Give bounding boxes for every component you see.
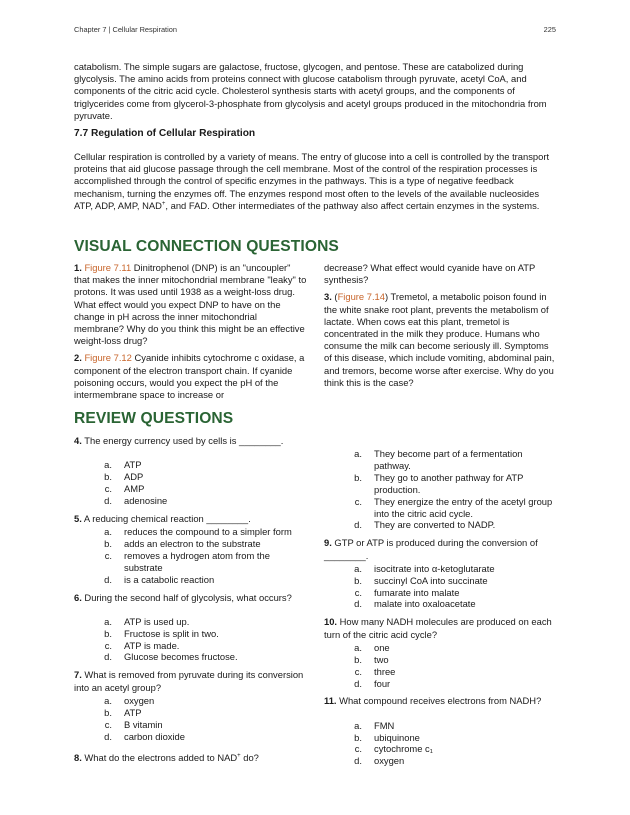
options-q6: [74, 616, 308, 664]
option: b. two: [354, 653, 389, 665]
option: c. three: [354, 665, 396, 677]
regulation-paragraph: Cellular respiration is controlled by a variety of means. The entry of glucose into a cell is controlled by the transport proteins that aid glucose passage through the cell membrane. Most of the control of the respiration processes is accomplished through the control of specific enzymes in the pathways. This is a type of negative feedback mechanism, turning the enzymes off. The enzymes respond most often to the levels of the available nucleosides ATP, ADP, AMP, NAD+, and FAD. Other intermediates of the pathway also affect certain enzymes in the systems.: [74, 151, 550, 211]
option: d. oxygen: [354, 755, 405, 767]
review-heading: REVIEW QUESTIONS: [74, 410, 234, 427]
option: b. Fructose is split in two.: [104, 627, 219, 639]
option: b. ATP: [104, 706, 142, 718]
option: c. cytochrome c₁: [354, 743, 433, 755]
option: d. Glucose becomes fructose.: [104, 651, 238, 663]
option: a. ATP: [104, 459, 142, 471]
option: b. They go to another pathway for ATP production.: [354, 471, 524, 495]
option: a. ATP is used up.: [104, 615, 190, 627]
option: c. B vitamin: [104, 718, 163, 730]
question-10: 10. How many NADH molecules are produced on each turn of the citric acid cycle?: [324, 616, 552, 640]
visual-col-right: [324, 262, 556, 394]
question-2-continued: decrease? What effect would cyanide have on ATP synthesis?: [324, 262, 536, 286]
question-2: 2. Figure 7.12 Cyanide inhibits cytochrome c oxidase, a component of the electron transport chain. If cyanide poisoning occurs, would you expect the pH of the intermembrane space to increase or: [74, 352, 305, 401]
option: d. four: [354, 677, 391, 689]
option: c. removes a hydrogen atom from the substrate: [104, 549, 270, 573]
option: a. reduces the compound to a simpler form: [104, 526, 292, 538]
options-q5: [74, 526, 308, 586]
question-6: 6. During the second half of glycolysis, what occurs?: [74, 591, 292, 603]
review-col-right: [324, 447, 556, 773]
question-4: 4. The energy currency used by cells is ________.: [74, 435, 284, 446]
question-3: 3. (Figure 7.14) Tremetol, a metabolic poison found in the white snake root plant, prevents the metabolism of lactate. When cows eat this plant, tremetol is concentrated in the milk they produce. Humans who consume the milk can become seriously ill. Symptoms of this disease, which include vomiting, abdominal pain, and tremors, become worse after exercise. Why do you think this is the case?: [324, 291, 555, 388]
visual-col-left: [74, 262, 308, 406]
options-q4: [74, 459, 308, 507]
option: d. is a catabolic reaction: [104, 573, 215, 585]
option: c. ATP is made.: [104, 639, 180, 651]
options-q10: [324, 642, 556, 690]
option: c. They energize the entry of the acetyl group into the citric acid cycle.: [354, 495, 553, 519]
figure-link[interactable]: Figure 7.14: [337, 291, 385, 303]
option: d. They are converted to NADP.: [354, 519, 496, 531]
options-q7: [74, 695, 308, 743]
option: c. AMP: [104, 483, 145, 495]
option: d. malate into oxaloacetate: [354, 598, 476, 610]
intro-paragraph: catabolism. The simple sugars are galactose, fructose, glycogen, and pentose. These are catabolized during glycolysis. The amino acids from proteins connect with glucose catabolism through pyruvate, acetyl CoA, and components of the citric acid cycle. Cholesterol synthesis starts with acetyl groups, and the components of triglycerides come from glycerol-3-phosphate from glycolysis and acetyl groups produced in the mitochondria from pyruvate.: [74, 61, 547, 121]
figure-link[interactable]: Figure 7.11: [84, 262, 132, 273]
option: a. They become part of a fermentation pathway.: [354, 448, 523, 471]
question-1: 1. Figure 7.11 Dinitrophenol (DNP) is an "uncoupler" that makes the inner mitochondrial membrane "leaky" to protons. It was used until 1938 as a weight-loss drug. What effect would you expect DNP to have on the change in pH across the inner mitochondrial membrane? Why do you think this might be an effective weight-loss drug?: [74, 262, 307, 347]
question-9: 9. GTP or ATP is produced during the conversion of ________.: [324, 537, 538, 561]
chapter-title: Chapter 7 | Cellular Respiration: [74, 25, 177, 34]
question-7: 7. What is removed from pyruvate during its conversion into an acetyl group?: [74, 669, 304, 693]
option: b. adds an electron to the substrate: [104, 537, 261, 549]
option: a. oxygen: [104, 694, 155, 706]
option: b. ubiquinone: [354, 731, 420, 743]
running-header: [74, 25, 556, 34]
option: b. succinyl CoA into succinate: [354, 574, 488, 586]
question-11: 11. What compound receives electrons from NADH?: [324, 695, 542, 707]
option: a. one: [354, 641, 390, 653]
options-q11: [324, 720, 556, 768]
options-q9: [324, 563, 556, 611]
option: a. FMN: [354, 719, 395, 731]
option: c. fumarate into malate: [354, 586, 460, 598]
figure-link[interactable]: Figure 7.12: [84, 352, 132, 364]
page-number: 225: [543, 25, 556, 34]
option: b. ADP: [104, 471, 144, 483]
question-5: 5. A reducing chemical reaction ________.: [74, 512, 251, 524]
option: a. isocitrate into α-ketoglutarate: [354, 562, 495, 574]
option: d. adenosine: [104, 494, 168, 506]
visual-connection-heading: VISUAL CONNECTION QUESTIONS: [74, 238, 339, 255]
review-col-left: [74, 435, 308, 770]
options-q8: [324, 448, 556, 531]
question-8: 8. What do the electrons added to NAD+ do?: [74, 752, 259, 764]
section-heading-7-7: 7.7 Regulation of Cellular Respiration: [74, 128, 256, 139]
option: d. carbon dioxide: [104, 730, 185, 742]
